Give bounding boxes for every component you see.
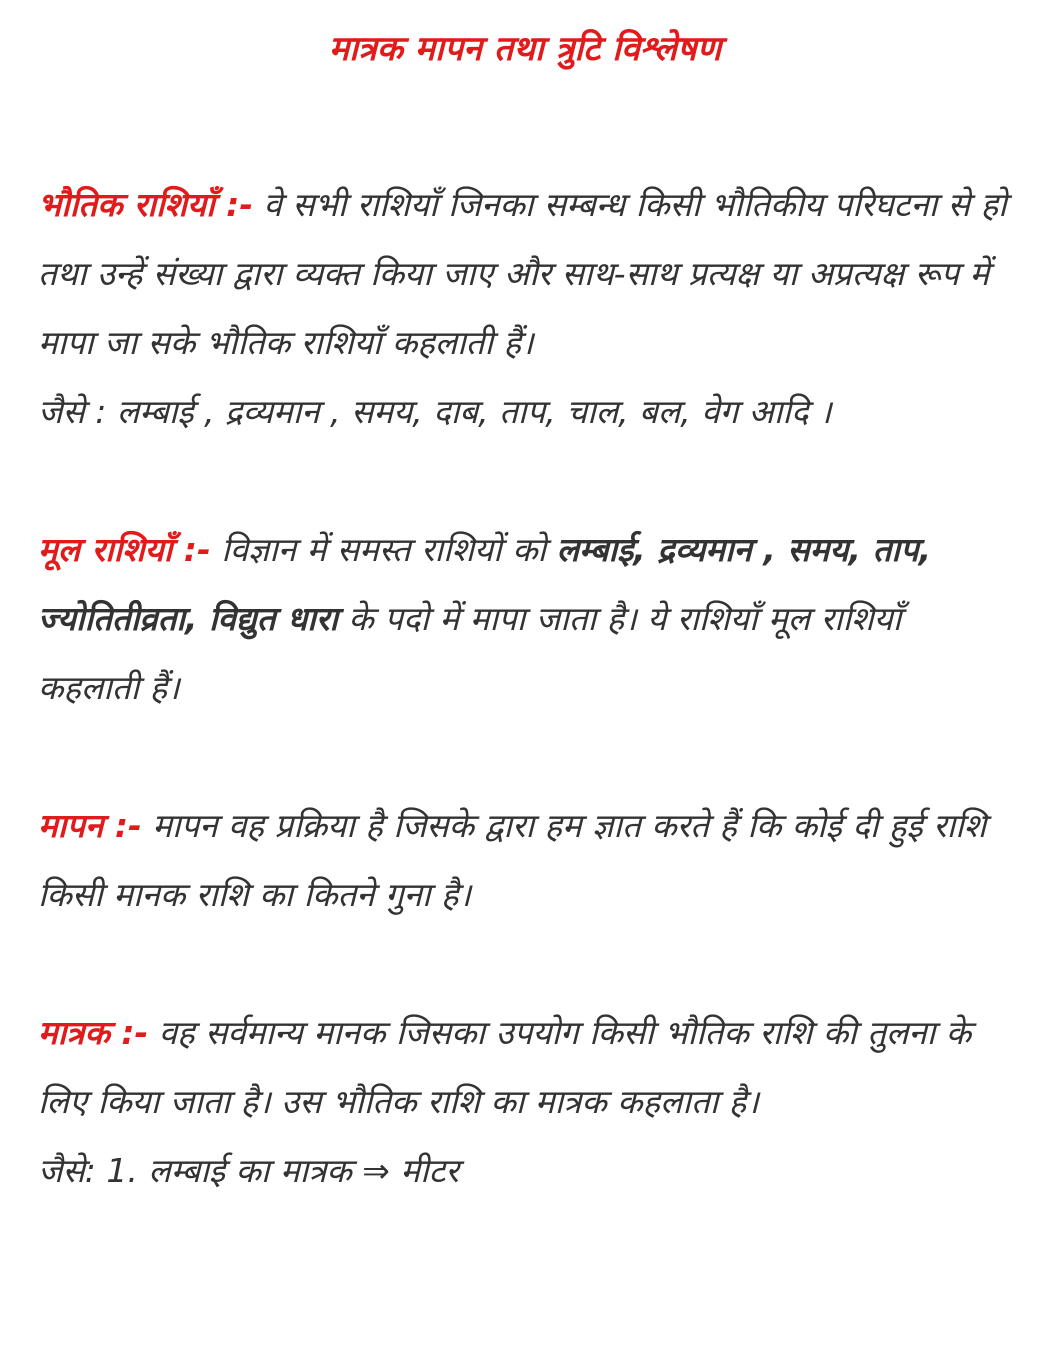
unit-text: वह सर्वमान्य मानक जिसका उपयोग किसी भौतिक राशि की तुलना के लिए किया जाता है। उस भौतिक राशि का मात्रक कहलाता है। (38, 1013, 972, 1121)
physical-quantities-definition (38, 170, 1012, 377)
term-unit: मात्रक :- (38, 1013, 149, 1052)
unit-definition (38, 998, 1012, 1136)
physical-quantities-example: जैसे : लम्बाई , द्रव्यमान , समय, दाब, ताप, चाल, बल, वेग आदि । (38, 392, 832, 431)
section-measurement (38, 791, 1012, 929)
page-title: मात्रक मापन तथा त्रुटि विश्लेषण (328, 29, 722, 69)
fundamental-quantities-text-post: के पदो में मापा जाता है। ये राशियाँ मूल राशियाँ कहलाती हैं। (38, 599, 902, 707)
physical-quantities-text: वे सभी राशियाँ जिनका सम्बन्ध किसी भौतिकीय परिघटना से हो तथा उन्हें संख्या द्वारा व्यक्त किया जाए और साथ-साथ प्रत्यक्ष या अप्रत्यक्ष रूप में मापा जा सके भौतिक राशियाँ कहलाती हैं। (38, 185, 1007, 362)
fundamental-quantities-text-pre: विज्ञान में समस्त राशियों को (210, 530, 557, 569)
measurement-definition (38, 791, 1012, 929)
section-physical-quantities (38, 170, 1012, 446)
term-physical-quantities: भौतिक राशियाँ :- (38, 185, 254, 224)
fundamental-quantities-list: लम्बाई, द्रव्यमान , समय, ताप, ज्योतितीव्रता, विद्युत धारा (38, 530, 932, 638)
section-unit (38, 998, 1012, 1205)
term-measurement: मापन :- (38, 806, 142, 845)
fundamental-quantities-definition (38, 515, 1012, 722)
unit-example: जैसे: 1. लम्बाई का मात्रक ⇒ मीटर (38, 1151, 459, 1190)
section-fundamental-quantities (38, 515, 1012, 722)
measurement-text: मापन वह प्रक्रिया है जिसके द्वारा हम ज्ञात करते हैं कि कोई दी हुई राशि किसी मानक राशि का कितने गुना है। (38, 806, 987, 914)
term-fundamental-quantities: मूल राशियाँ :- (38, 530, 211, 569)
